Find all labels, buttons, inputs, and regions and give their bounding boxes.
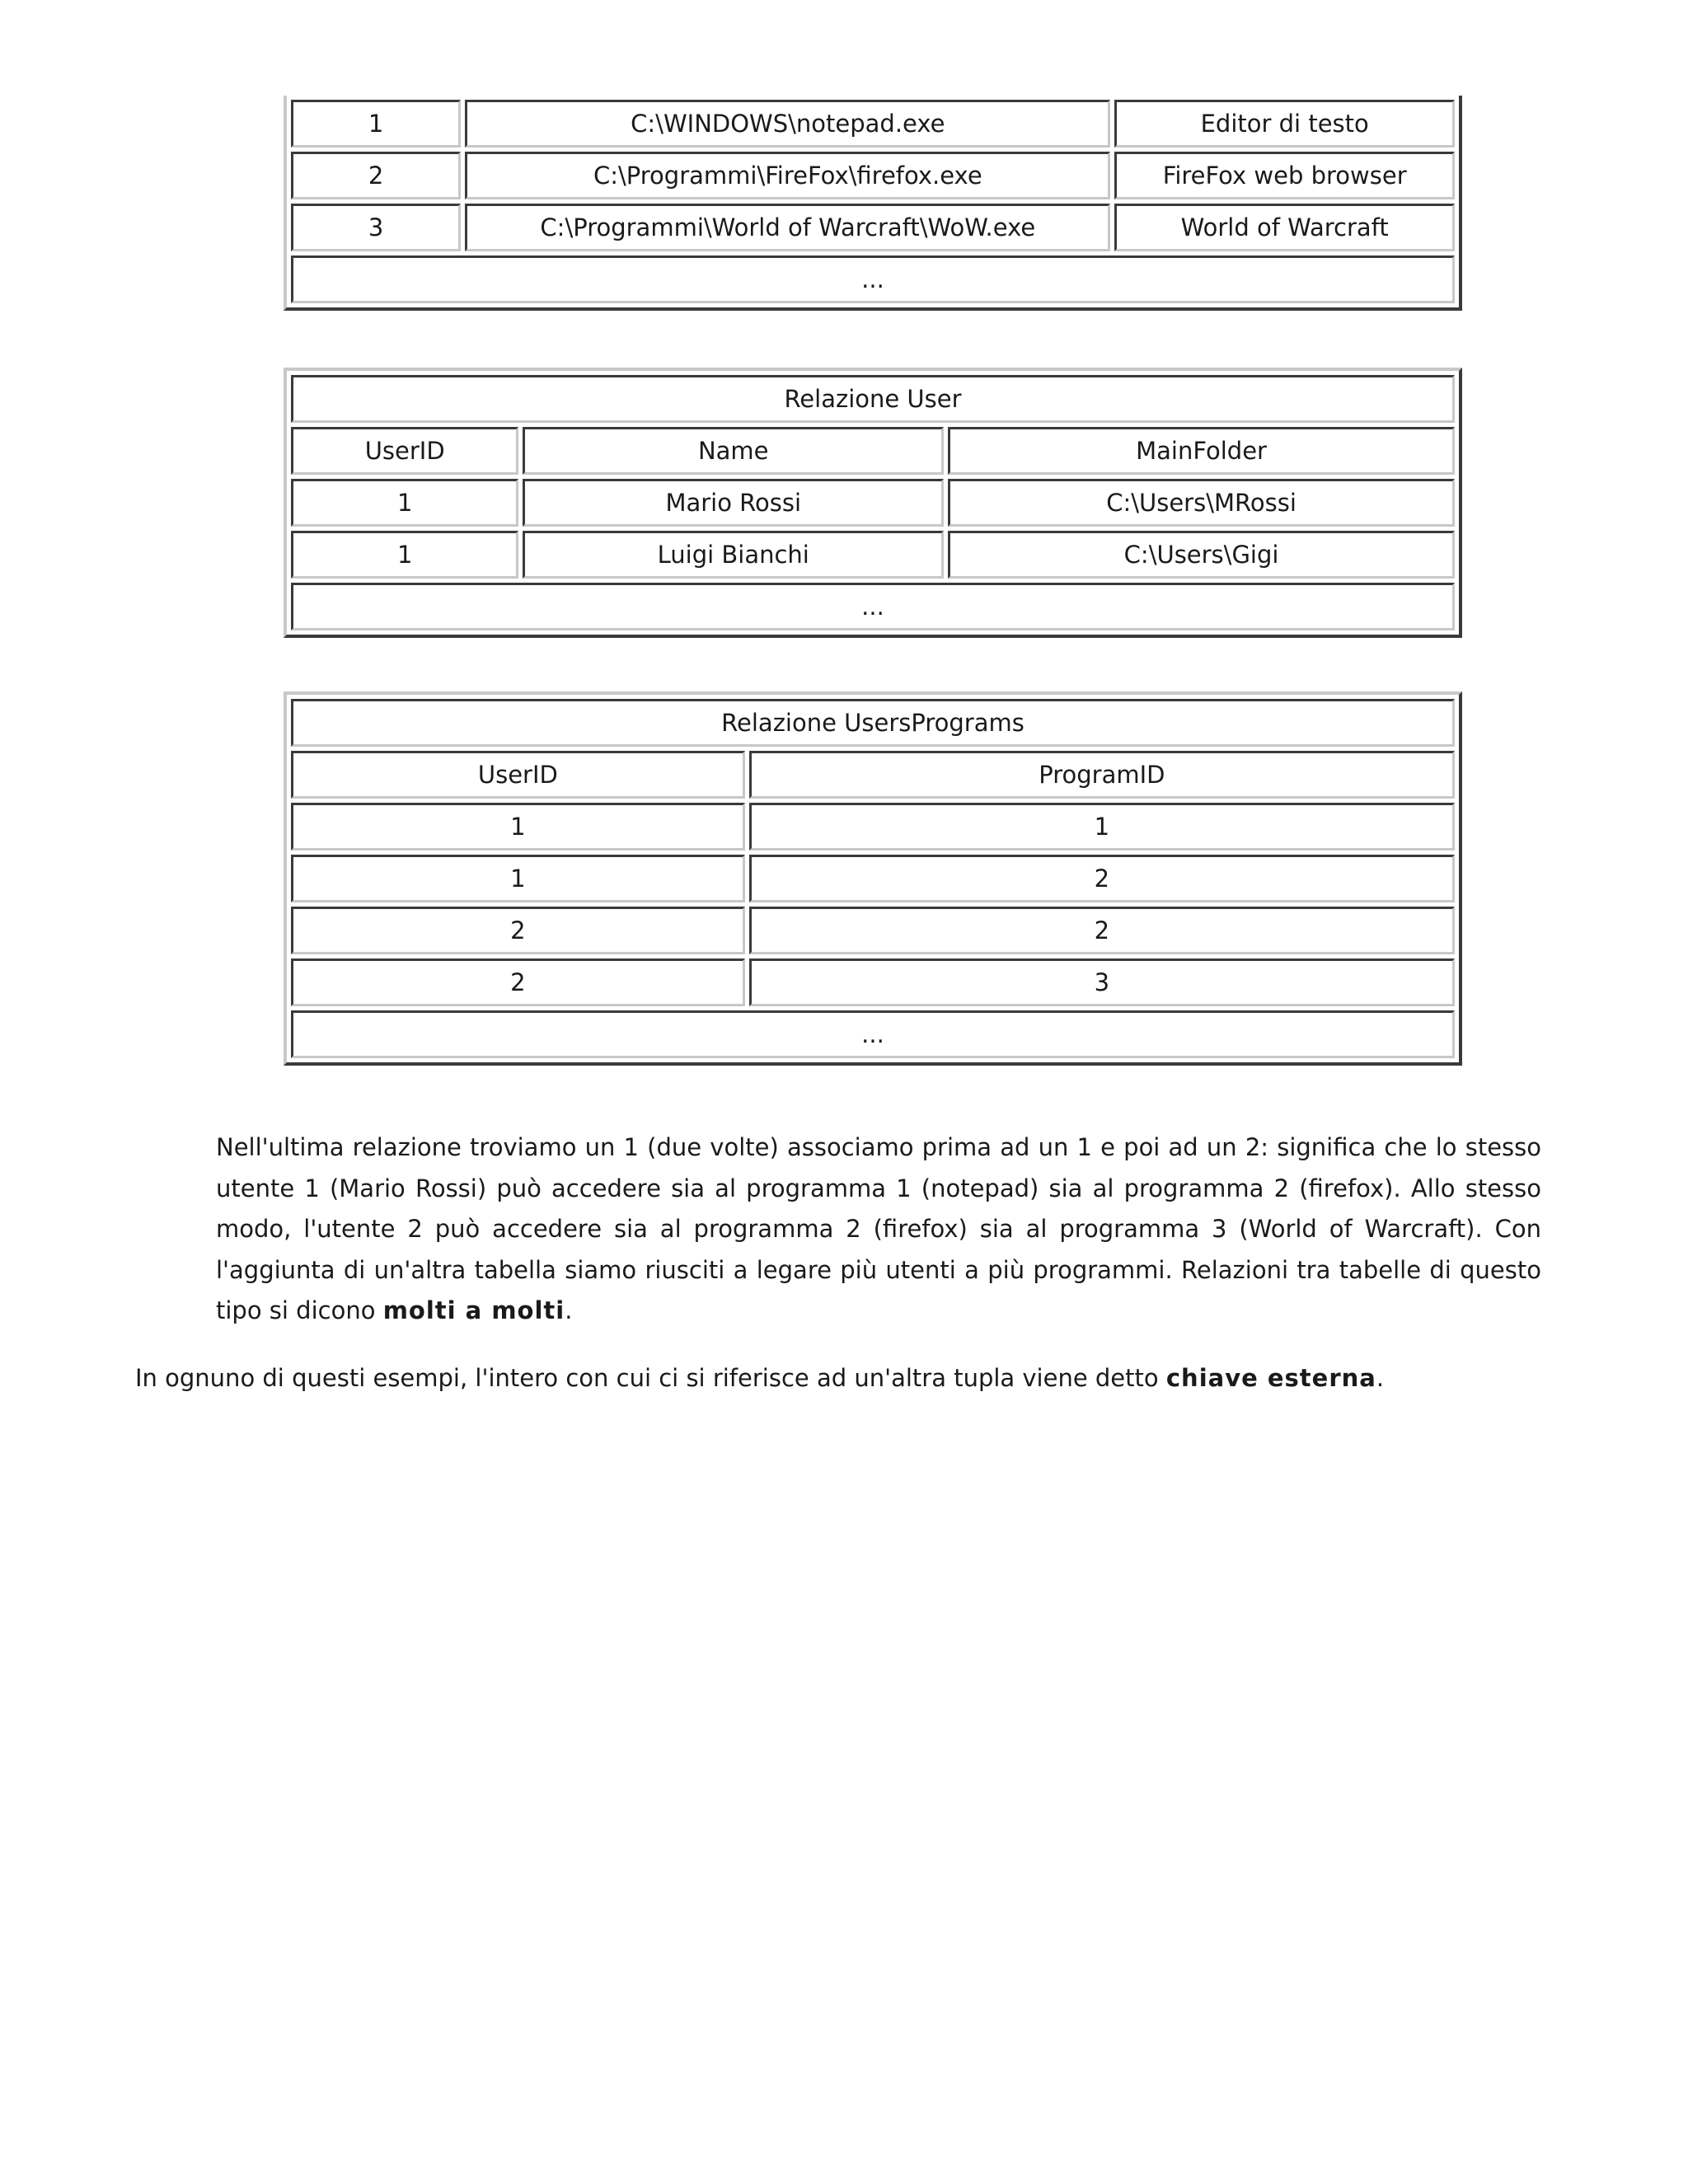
table-row [291, 255, 1455, 303]
ellipsis-cell: ... [291, 583, 1455, 630]
table-cell: World of Warcraft [1114, 204, 1455, 251]
table-cell: 2 [749, 907, 1455, 954]
table-row [291, 479, 1455, 527]
table-cell: Editor di testo [1114, 100, 1455, 148]
table-cell: 1 [291, 803, 745, 851]
table-title: Relazione User [291, 375, 1455, 423]
table-cell: Mario Rossi [523, 479, 944, 527]
paragraph-end: . [565, 1296, 573, 1324]
table-cell: 1 [291, 531, 518, 579]
bold-term: molti a molti [382, 1296, 565, 1324]
table-row [291, 907, 1455, 954]
table-cell: 3 [749, 958, 1455, 1006]
table-cell: 3 [291, 204, 461, 251]
table-cell: C:\Users\Gigi [948, 531, 1455, 579]
table-cell: C:\WINDOWS\notepad.exe [465, 100, 1110, 148]
user-table [284, 368, 1462, 638]
table-cell: 2 [291, 958, 745, 1006]
table-row [291, 204, 1455, 251]
usersprograms-table [284, 691, 1462, 1066]
ellipsis-cell: ... [291, 1010, 1455, 1058]
table-cell: C:\Users\MRossi [948, 479, 1455, 527]
explanation-paragraph [216, 1127, 1541, 1332]
table-title: Relazione UsersPrograms [291, 699, 1455, 747]
programs-table [284, 96, 1462, 311]
table-cell: 1 [749, 803, 1455, 851]
column-header: UserID [291, 427, 518, 475]
paragraph-text: Nell'ultima relazione troviamo un 1 (due volte) associamo prima ad un 1 e poi ad un 2: significa che lo stesso utente 1 (Mario Rossi) può accedere sia al programma 1 (notepad) sia al programma 2 (firefox). Allo stesso modo, l'utente 2 può accedere sia al programma 2 (firefox) sia al programma 3 (World of Warcraft). Con l'aggiunta di un'altra tabella siamo riusciti a legare più utenti a più programmi. Relazioni tra tabelle di questo tipo si dicono [216, 1133, 1541, 1324]
table-row [291, 855, 1455, 902]
table-cell: 1 [291, 855, 745, 902]
table-title-row [291, 375, 1455, 423]
table-header-row [291, 427, 1455, 475]
table-cell: 1 [291, 100, 461, 148]
table-cell: 1 [291, 479, 518, 527]
table-cell: C:\Programmi\FireFox\firefox.exe [465, 152, 1110, 199]
column-header: UserID [291, 751, 745, 799]
bold-term: chiave esterna [1165, 1364, 1376, 1392]
table-cell: C:\Programmi\World of Warcraft\WoW.exe [465, 204, 1110, 251]
column-header: Name [523, 427, 944, 475]
table-row [291, 583, 1455, 630]
table-cell: Luigi Bianchi [523, 531, 944, 579]
table-row [291, 958, 1455, 1006]
table-row [291, 1010, 1455, 1058]
table-cell: 2 [749, 855, 1455, 902]
table-row [291, 100, 1455, 148]
column-header: MainFolder [948, 427, 1455, 475]
table-cell: 2 [291, 152, 461, 199]
table-cell: 2 [291, 907, 745, 954]
table-header-row [291, 751, 1455, 799]
table-row [291, 152, 1455, 199]
paragraph-end: . [1376, 1364, 1385, 1392]
summary-paragraph [135, 1358, 1586, 1399]
column-header: ProgramID [749, 751, 1455, 799]
table-row [291, 803, 1455, 851]
table-cell: FireFox web browser [1114, 152, 1455, 199]
ellipsis-cell: ... [291, 255, 1455, 303]
paragraph-text: In ognuno di questi esempi, l'intero con cui ci si riferisce ad un'altra tupla viene detto [135, 1364, 1166, 1392]
table-title-row [291, 699, 1455, 747]
table-row [291, 531, 1455, 579]
